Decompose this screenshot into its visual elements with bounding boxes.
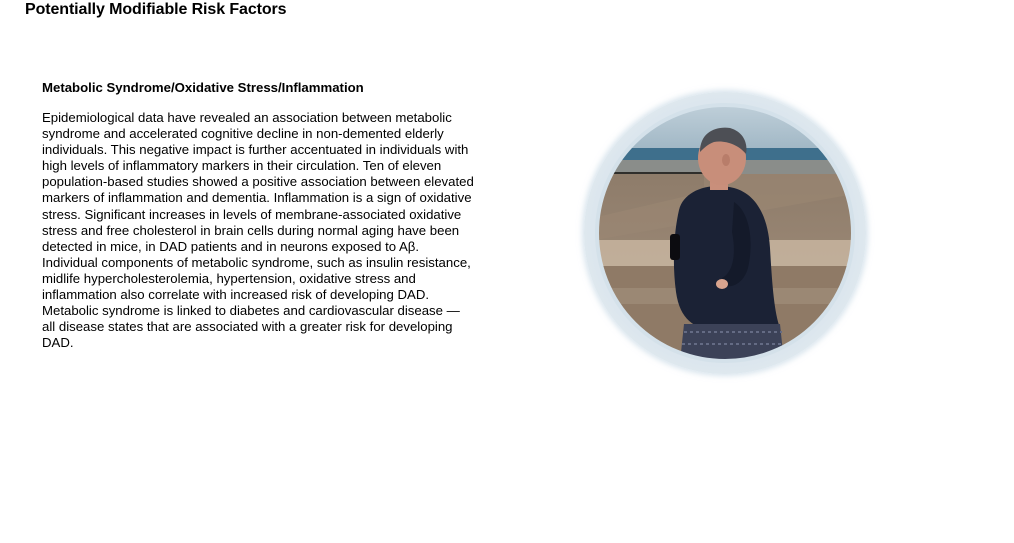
page-title: Potentially Modifiable Risk Factors <box>25 1 287 18</box>
person-walking-photo <box>584 92 866 374</box>
circular-photo <box>584 92 866 374</box>
body-paragraph: Epidemiological data have revealed an association between metabolic syndrome and accelerated cognitive decline in non-demented elderly individuals. This negative impact is further accentuated in individuals with high levels of inflammatory markers in their circulation. Ten of eleven population-based studies showed a positive association between elevated markers of inflammation and dementia. Inflammation is a sign of oxidative stress. Significant increases in levels of membrane-associated oxidative stress and free cholesterol in brain cells during normal aging have been detected in mice, in DAD patients and in neurons exposed to Aβ. Individual components of metabolic syndrome, such as insulin resistance, midlife hypercholesterolemia, hypertension, oxidative stress and inflammation also correlate with increased risk of developing DAD. Metabolic syndrome is linked to diabetes and cardiovascular disease — all disease states that are associated with a greater risk for developing DAD. <box>42 110 474 351</box>
section-heading: Metabolic Syndrome/Oxidative Stress/Inflammation <box>42 80 364 95</box>
